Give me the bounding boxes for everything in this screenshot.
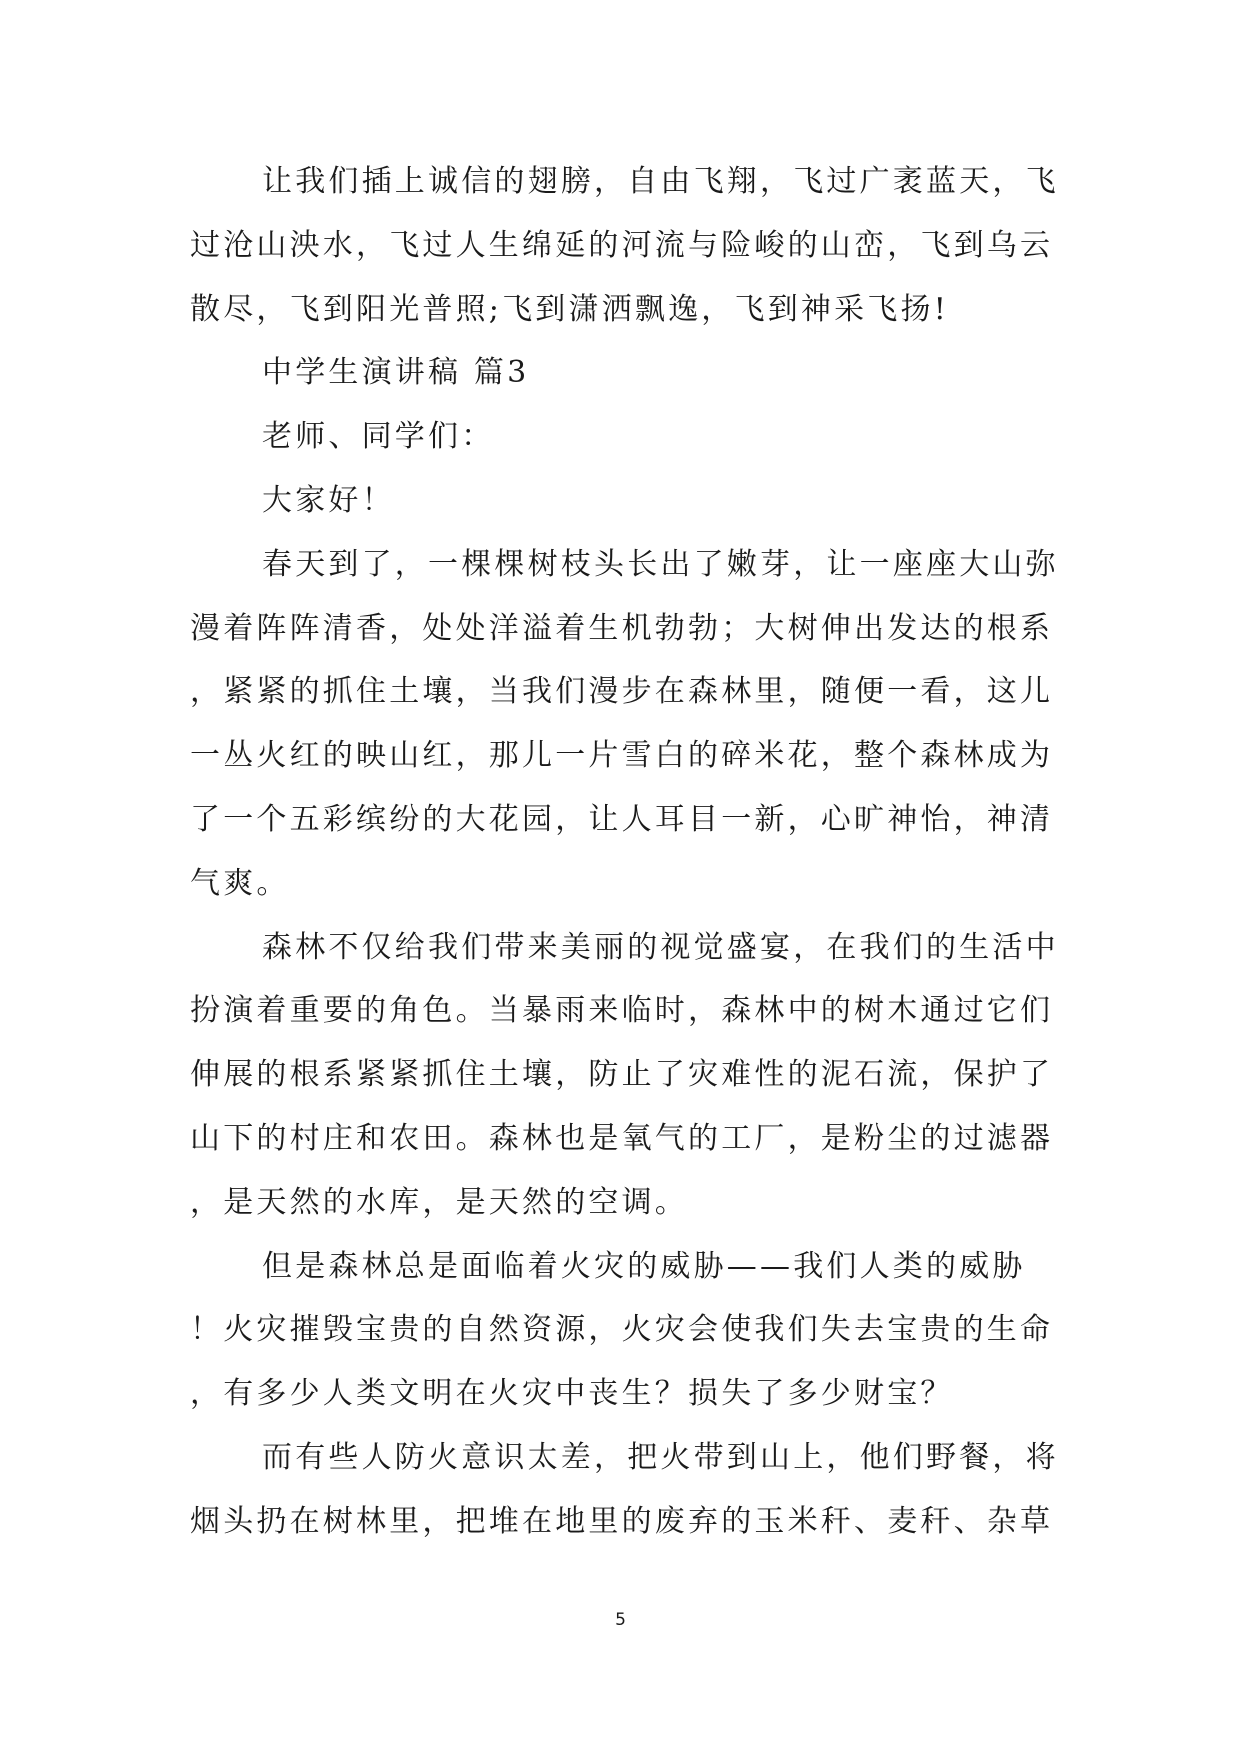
text-line: 但是森林总是面临着火灾的威胁——我们人类的威胁 xyxy=(262,1248,1026,1284)
text-line: 气爽。 xyxy=(190,865,290,901)
text-line: 了一个五彩缤纷的大花园，让人耳目一新，心旷神怡，神清 xyxy=(190,801,1054,837)
text-line: 扮演着重要的角色。当暴雨来临时，森林中的树木通过它们 xyxy=(190,993,1054,1029)
text-line: ！火灾摧毁宝贵的自然资源，火灾会使我们失去宝贵的生命 xyxy=(190,1312,1054,1348)
text-line: 老师、同学们： xyxy=(262,419,495,455)
text-line: 而有些人防火意识太差，把火带到山上，他们野餐，将 xyxy=(262,1439,1059,1475)
text-line: 森林不仅给我们带来美丽的视觉盛宴，在我们的生活中 xyxy=(262,929,1059,965)
text-line: 伸展的根系紧紧抓住土壤，防止了灾难性的泥石流，保护了 xyxy=(190,1057,1054,1093)
text-line: ，有多少人类文明在火灾中丧生？损失了多少财宝？ xyxy=(190,1376,954,1412)
text-line: 烟头扔在树林里，把堆在地里的废弃的玉米秆、麦秆、杂草 xyxy=(190,1503,1054,1539)
text-line: 大家好！ xyxy=(262,482,395,518)
text-line: 漫着阵阵清香，处处洋溢着生机勃勃；大树伸出发达的根系 xyxy=(190,610,1054,646)
text-line: 春天到了，一棵棵树枝头长出了嫩芽，让一座座大山弥 xyxy=(262,546,1059,582)
text-line: 散尽，飞到阳光普照;飞到潇洒飘逸，飞到神采飞扬! xyxy=(190,291,949,327)
text-line: 一丛火红的映山红，那儿一片雪白的碎米花，整个森林成为 xyxy=(190,738,1054,774)
document-body xyxy=(190,150,1059,1554)
text-line: 山下的村庄和农田。森林也是氧气的工厂，是粉尘的过滤器 xyxy=(190,1120,1054,1156)
text-line: ，紧紧的抓住土壤，当我们漫步在森林里，随便一看，这儿 xyxy=(190,674,1054,710)
text-line: 中学生演讲稿 篇3 xyxy=(262,355,530,391)
page-number: 5 xyxy=(615,1610,626,1630)
text-line: 让我们插上诚信的翅膀，自由飞翔，飞过广袤蓝天，飞 xyxy=(262,164,1059,199)
text-line: 过沧山泱水，飞过人生绵延的河流与险峻的山峦，飞到乌云 xyxy=(190,227,1054,263)
text-line: ，是天然的水库，是天然的空调。 xyxy=(190,1184,688,1220)
